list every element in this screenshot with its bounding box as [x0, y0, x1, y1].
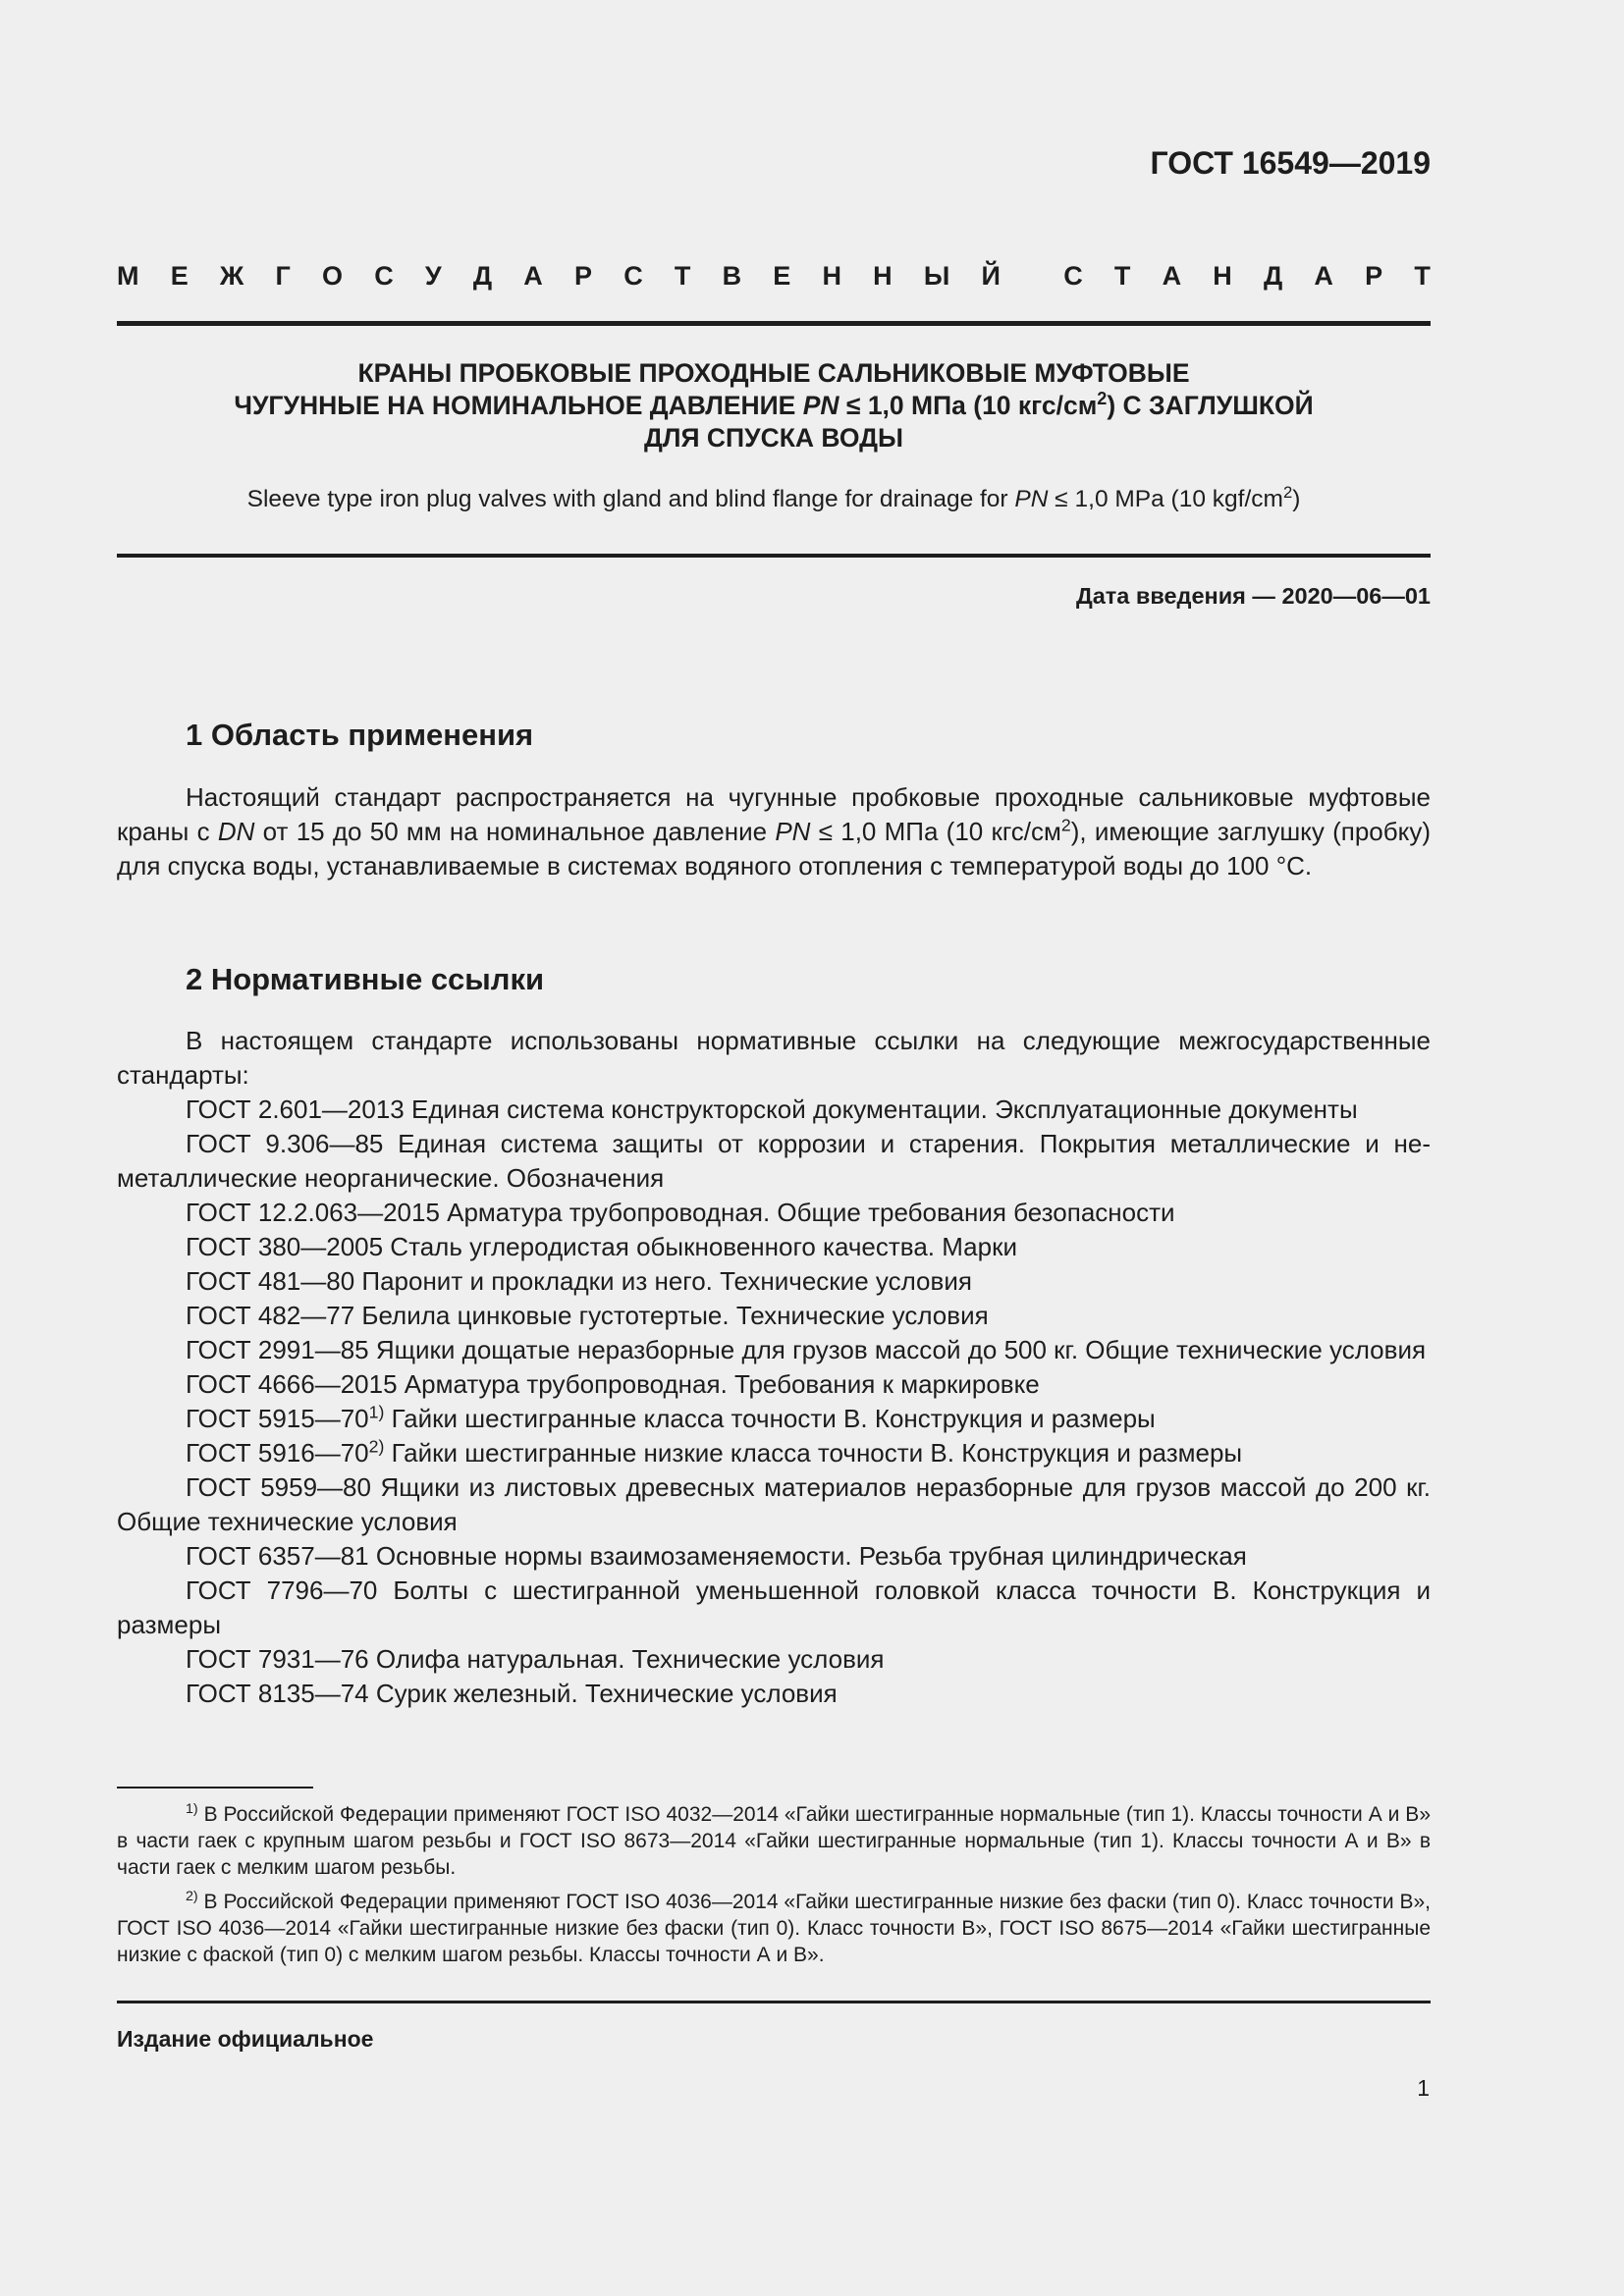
heading-letter: С: [1063, 261, 1083, 291]
heading-letter: Е: [170, 261, 189, 291]
heading-letter: Ж: [219, 261, 244, 291]
reference-item-footnoted: ГОСТ 5915—70$^{1)}$ Гайки шестигранные класса точности В. Конструкция и размеры: [186, 1402, 1156, 1433]
heading-letter: Н: [873, 261, 893, 291]
title-line-3: ДЛЯ СПУСКА ВОДЫ: [644, 423, 903, 453]
heading-letter: М: [117, 261, 139, 291]
reference-item: ГОСТ 7931—76 Олифа натуральная. Технические условия: [186, 1644, 885, 1674]
top-rule: [117, 321, 1431, 326]
reference-item: ГОСТ 8135—74 Сурик железный. Технические условия: [186, 1679, 838, 1708]
heading-letter: Е: [773, 261, 791, 291]
references-list: [117, 1093, 1431, 1711]
reference-item: ГОСТ 7796—70 Болты с шестигранной уменьшенной головкой класса точности В. Конструкция и размеры: [117, 1575, 1431, 1639]
footer-rule: [117, 2001, 1431, 2003]
reference-item: ГОСТ 481—80 Паронит и прокладки из него. Технические условия: [186, 1266, 972, 1296]
heading-letter: Д: [472, 261, 493, 291]
title-line-2: ЧУГУННЫЕ НА НОМИНАЛЬНОЕ ДАВЛЕНИЕ PN ≤ 1,0 МПа (10 кгс/$см^2$) С ЗАГЛУШКОЙ: [234, 389, 1314, 420]
title-rule: [117, 554, 1431, 558]
heading-letter: С: [623, 261, 643, 291]
reference-item: ГОСТ 5959—80 Ящики из листовых древесных материалов неразборные для грузов массой до 200 кг. Общие технические условия: [117, 1472, 1431, 1536]
title-russian: [117, 357, 1431, 454]
heading-letter: А: [523, 261, 543, 291]
heading-letter: Т: [1113, 261, 1131, 291]
footnote-2: $^{2)}$ В Российской Федерации применяют ГОСТ ISO 4036—2014 «Гайки шестигранные низкие без фаски (тип 0). Класс точности В», ГОСТ ISO 4036—2014 «Гайки шестигранные низкие без фаски (тип 0). Класс точности В», ГОСТ ISO 8675—2014 «Гайки шестигранные низкие с фаской (тип 0) с мелким шагом резьбы. Классы точности А и В».: [117, 1889, 1431, 1966]
heading-letter: Н: [822, 261, 841, 291]
heading-letter: А: [1162, 261, 1182, 291]
footnotes: [117, 1801, 1431, 1968]
heading-letter: Н: [1213, 261, 1232, 291]
footnote-ref-2[interactable]: 2): [368, 1436, 385, 1457]
footnote-separator: [117, 1787, 313, 1789]
heading-letter: Ы: [923, 261, 950, 291]
page-number: 1: [1417, 2075, 1430, 2101]
reference-item: ГОСТ 9.306—85 Единая система защиты от коррозии и старения. Покрытия металлические и неметаллические неорганические. Обозначения: [117, 1129, 1431, 1193]
reference-item: ГОСТ 12.2.063—2015 Арматура трубопроводная. Общие требования безопасности: [186, 1198, 1175, 1227]
title-english: Sleeve type iron plug valves with gland and blind flange for drainage for PN ≤ 1,0 MPa (10 kgf/$cm^2$): [246, 482, 1301, 512]
footnote-ref-1[interactable]: 1): [368, 1402, 385, 1422]
introduction-date: Дата введения — 2020—06—01: [1075, 583, 1431, 609]
reference-item-footnoted: ГОСТ 5916—70$^{2)}$ Гайки шестигранные низкие класса точности В. Конструкция и размеры: [186, 1436, 1243, 1468]
section-1-paragraph: Настоящий стандарт распространяется на чугунные пробковые проходные сальниковые муфтовые краны с DN от 15 до 50 мм на номинальное давление PN ≤ 1,0 МПа (10 кгс/$см^2$), имеющие заглушку (пробку) для спуска воды, устанавливаемые в системах водяного отопления с температурой воды до 100 °С.: [117, 782, 1431, 881]
heading-letter: Т: [1414, 261, 1431, 291]
reference-item: ГОСТ 2.601—2013 Единая система конструкторской документации. Эксплуатационные документы: [186, 1095, 1358, 1124]
heading-letter: Й: [981, 261, 1001, 291]
heading-letter: Р: [573, 261, 592, 291]
heading-letter: С: [374, 261, 394, 291]
footnote-1: $^{1)}$ В Российской Федерации применяют ГОСТ ISO 4032—2014 «Гайки шестигранные нормальные (тип 1). Классы точности А и В» в части гаек с крупным шагом резьбы и ГОСТ ISO 8673—2014 «Гайки шестигранные нормальные (тип 1). Классы точности А и В» в части гаек с мелким шагом резьбы.: [117, 1801, 1431, 1879]
heading-letter: О: [321, 261, 343, 291]
heading-letter: Г: [275, 261, 291, 291]
title-line-1: КРАНЫ ПРОБКОВЫЕ ПРОХОДНЫЕ САЛЬНИКОВЫЕ МУФТОВЫЕ: [357, 358, 1190, 388]
heading-letter: В: [722, 261, 742, 291]
heading-letter: Д: [1263, 261, 1283, 291]
reference-item: ГОСТ 2991—85 Ящики дощатые неразборные для грузов массой до 500 кг. Общие технические условия: [186, 1335, 1427, 1364]
heading-letter: У: [424, 261, 442, 291]
section-2-heading: 2 Нормативные ссылки: [186, 962, 545, 996]
reference-item: ГОСТ 4666—2015 Арматура трубопроводная. Требования к маркировке: [186, 1369, 1040, 1399]
standard-type-heading: [117, 261, 1431, 292]
reference-item: ГОСТ 6357—81 Основные нормы взаимозаменяемости. Резьба трубная цилиндрическая: [186, 1541, 1247, 1571]
document-id: ГОСТ 16549—2019: [1150, 145, 1431, 181]
edition-label: Издание официальное: [117, 2026, 374, 2052]
heading-letter: Р: [1365, 261, 1383, 291]
reference-item: ГОСТ 380—2005 Сталь углеродистая обыкновенного качества. Марки: [186, 1232, 1017, 1261]
heading-letter: Т: [674, 261, 691, 291]
section-1-heading: 1 Область применения: [186, 718, 534, 752]
section-2-intro: В настоящем стандарте использованы нормативные ссылки на следующие межгосударственные стандарты:: [117, 1026, 1431, 1090]
heading-letter: А: [1314, 261, 1333, 291]
reference-item: ГОСТ 482—77 Белила цинковые густотертые. Технические условия: [186, 1301, 989, 1330]
